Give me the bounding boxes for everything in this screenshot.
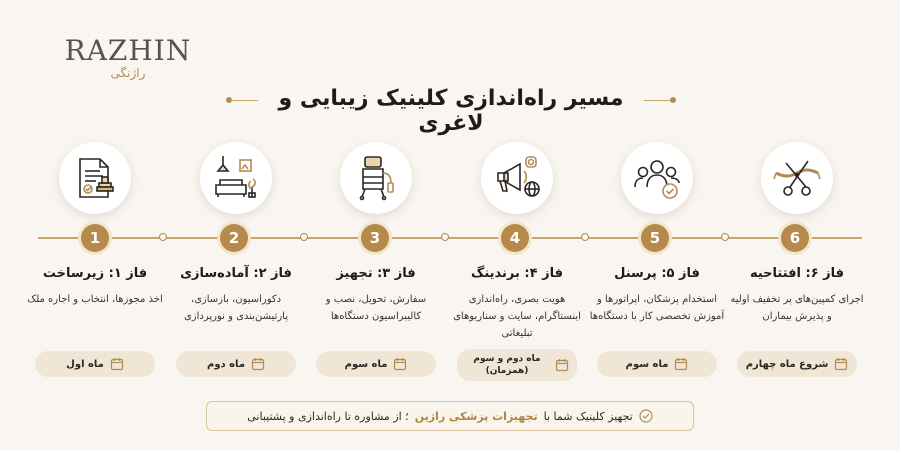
phase-duration-badge: [176, 351, 296, 377]
logo-wordmark: RAZHIN: [64, 34, 192, 67]
phase-title: فاز ۵: پرسنل: [614, 266, 700, 281]
phase-title: فاز ۶: افتتاحیه: [749, 266, 845, 281]
phase-title: فاز ۳: تجهیز: [336, 266, 416, 281]
phase-description: استخدام پزشکان، اپراتورها و آموزش تخصصی کار با دستگاه‌ها: [589, 294, 725, 322]
phase-duration-badge: [316, 351, 436, 377]
title-dot-right: [670, 97, 676, 103]
documents-stamp-icon: [59, 142, 131, 214]
phase-description: دکوراسیون، بازسازی، پارتیشن‌بندی و نورپردازی: [183, 294, 289, 322]
phase-number: 4: [501, 224, 529, 252]
phase-duration-badge: [35, 351, 155, 377]
calendar-icon: [555, 358, 569, 372]
brand-logo: [58, 36, 198, 80]
calendar-icon: [393, 357, 407, 371]
timeline-dot: [581, 233, 589, 241]
footer-highlight: تجهیزات پزشکی راژین: [414, 409, 538, 423]
footer-text-after: ؛ از مشاوره تا راه‌اندازی و پشتیبانی: [247, 409, 409, 423]
phase-duration-badge: [597, 351, 717, 377]
page-title: مسیر راه‌اندازی کلینیک زیبایی و لاغری: [278, 86, 624, 136]
timeline-dot: [721, 233, 729, 241]
phase-description: سفارش، تحویل، نصب و کالیبراسیون دستگاه‌ها: [325, 294, 427, 322]
phase-duration: ماه سوم: [625, 358, 669, 370]
phase-description: اجرای کمپین‌های پر تخفیف اولیه و پذیرش بیماران: [730, 294, 864, 322]
phase-title: فاز ۲: آماده‌سازی: [180, 266, 292, 281]
phase-duration: ماه دوم و سوم (همزمان): [473, 354, 541, 376]
team-check-icon: [621, 142, 693, 214]
check-circle-icon: [639, 409, 653, 423]
phase-number: 6: [781, 224, 809, 252]
calendar-icon: [251, 357, 265, 371]
calendar-icon: [110, 357, 124, 371]
phase-number: 1: [81, 224, 109, 252]
phase-title: فاز ۴: برندینگ: [471, 266, 563, 281]
interior-design-icon: [200, 142, 272, 214]
megaphone-icon: [481, 142, 553, 214]
ribbon-scissors-icon: [761, 142, 833, 214]
phase-duration: شروع ماه چهارم: [745, 358, 829, 370]
title-line-left: [230, 100, 258, 101]
footer-text-before: تجهیز کلینیک شما با: [543, 409, 633, 423]
phase-duration: ماه دوم: [207, 358, 246, 370]
phase-number: 2: [220, 224, 248, 252]
phase-description: اخذ مجوزها، انتخاب و اجاره ملک: [27, 294, 163, 305]
phase-duration-badge: [457, 349, 577, 381]
phase-duration-badge: [737, 351, 857, 377]
calendar-icon: [674, 357, 688, 371]
phase-number: 3: [361, 224, 389, 252]
phase-description: هویت بصری، راه‌اندازی اینستاگرام، سایت و سناریوهای تبلیغاتی: [453, 294, 581, 339]
title-bar: [0, 80, 900, 136]
footer-banner: [206, 401, 694, 431]
phase-title: فاز ۱: زیرساخت: [42, 266, 148, 281]
logo-subtext: راژنگی: [110, 66, 146, 80]
calendar-icon: [834, 357, 848, 371]
phase-duration: ماه اول: [66, 358, 104, 370]
phase-number: 5: [641, 224, 669, 252]
timeline-dot: [159, 233, 167, 241]
timeline-dot: [441, 233, 449, 241]
title-line-right: [644, 100, 672, 101]
timeline-dot: [300, 233, 308, 241]
phase-duration: ماه سوم: [344, 358, 388, 370]
medical-device-icon: [340, 142, 412, 214]
